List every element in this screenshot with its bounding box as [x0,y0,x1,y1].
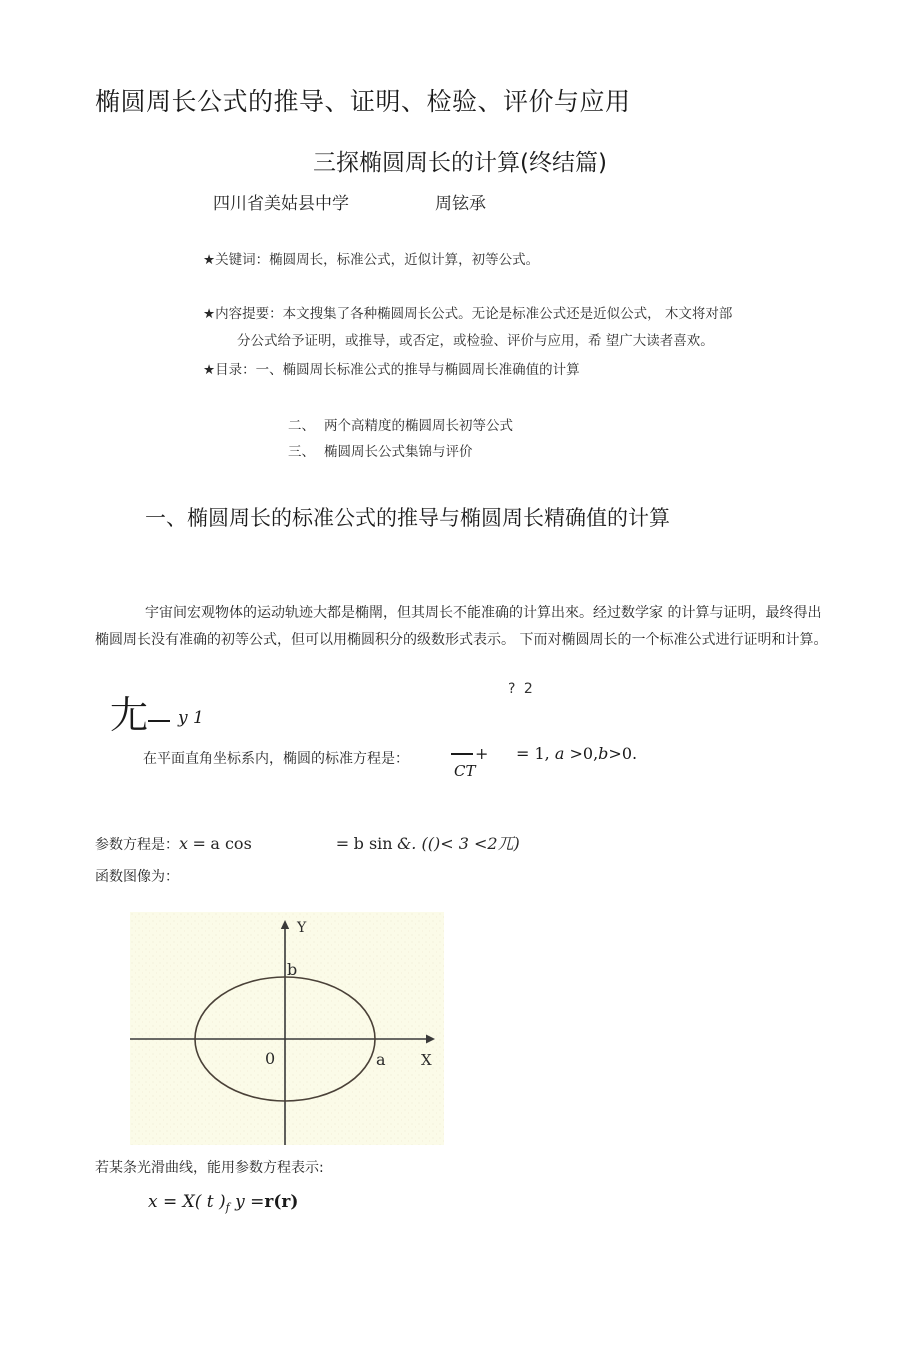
tail-x-subscript: f [225,1201,230,1214]
semi-major-axis-label: a [376,1050,386,1069]
affiliation: 四川省美姑县中学 [213,194,349,214]
equation-cond-a: >0, [569,744,599,763]
page-subtitle: 三探椭圆周长的计算(终结篇) [313,150,607,176]
body-paragraph-text: 宇宙间宏观物体的运动轨迹大都是椭閛，但其周长不能准确的计算出來。经过数学家 的计算与证明，最终得出椭圆周长没有准确的初等公式，但可以用椭圆积分的级数形式表示。 下而对椭圆周长的一个标准公式进行证明和计算。 [95,605,828,648]
parametric-x-equals: = [192,834,206,853]
stray-y1-fragment: y 1 [178,708,204,728]
fraction-plus-sign: + [475,744,489,763]
origin-label: 0 [265,1049,276,1068]
ellipse-figure [130,912,444,1145]
tail-parametric-formula [148,1192,298,1214]
semi-minor-axis-label: b [287,960,298,979]
figure-background [130,912,444,1145]
equation-tail [516,744,637,763]
page-title: 椭圆周长公式的推导、证明、检验、评价与应用 [95,87,631,116]
summary-line-2: 分公式给予证明，或推导，或否定，或检验、评价与应用，希 望广大读者喜欢。 [237,333,714,349]
equation-var-b: b [598,744,609,763]
stray-superscript-fragment: ? 2 [508,681,535,697]
tail-y-equals: = [250,1192,265,1212]
stray-underscore [148,720,170,722]
section-heading: 一、椭圆周长的标准公式的推导与椭圆周长精确值的计算 [145,506,670,530]
parametric-range: &. (()< 3 <2兀) [397,834,520,853]
equation-var-a: a [554,744,565,763]
tail-y-var: y [235,1192,245,1212]
standard-equation-intro: 在平面直角坐标系内，椭圆的标准方程是： [143,751,409,767]
toc-entry-3-number: 三、 [288,444,315,460]
parametric-equation-line [95,831,520,854]
x-axis-label: X [421,1051,432,1069]
tail-x-equals: = [163,1192,178,1212]
ellipse-chart-svg [130,912,444,1145]
tail-sentence: 若某条光滑曲线，能用参数方程表示: [95,1160,324,1176]
toc-entry-3 [288,441,473,463]
y-axis-label: Y [297,920,307,936]
keywords-line: ★关键词：椭圆周长，标准公式，近似计算，初等公式。 [203,252,540,268]
parametric-x-expression: a cos [210,834,252,853]
body-paragraph [95,600,835,654]
tail-x-var: x [148,1192,158,1212]
tail-x-expression: X( t ) [182,1192,226,1212]
toc-entry-2-number: 二、 [288,418,315,434]
graph-caption-label: 函数图像为： [95,869,179,885]
summary-line-1: ★内容提要：本文搜集了各种椭圆周长公式。无论是标准公式还是近似公式， 木文将对部 [203,306,733,322]
author-name: 周铉承 [435,194,486,214]
byline [213,189,486,214]
parametric-x-var: x [179,834,189,853]
parametric-label: 参数方程是： [95,837,179,853]
fraction-bar [451,753,473,755]
equation-equals-one: = 1, [516,744,550,763]
parametric-y-equals: = [335,834,350,853]
toc-entry-3-label: 椭圆周长公式集锦与评价 [324,444,473,460]
parametric-y-expression: b sin [353,834,393,853]
fraction-denominator: CT [454,762,476,780]
equation-cond-b: >0. [608,744,638,763]
stray-glyph-char: 尢 [110,693,149,737]
tail-y-expression: r(r) [264,1192,299,1212]
toc-entry-1: ★目录：一、椭圆周长标准公式的推导与椭圆周长准确值的计算 [203,362,580,378]
stray-glyph-fragment [110,694,170,736]
toc-entry-2-label: 两个高精度的椭圆周长初等公式 [324,418,513,434]
toc-entry-2 [288,415,513,437]
